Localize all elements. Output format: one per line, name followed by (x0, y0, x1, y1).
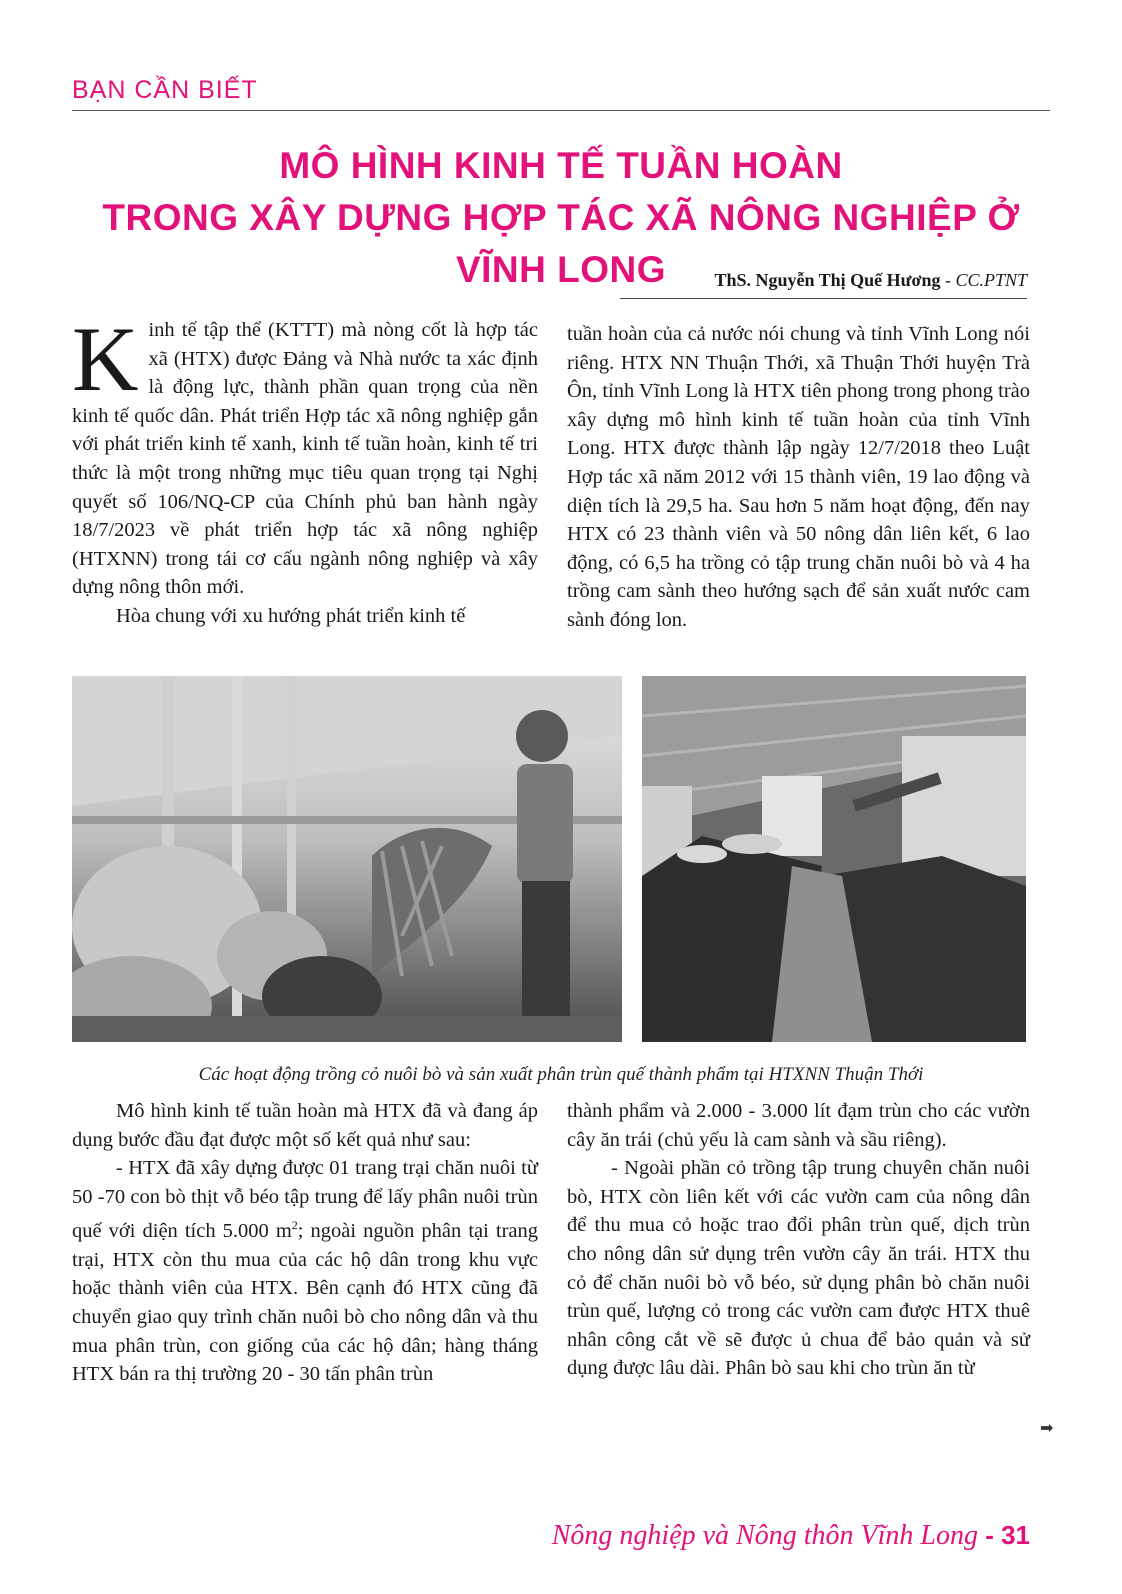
superscript-2: 2 (291, 1218, 298, 1233)
paragraph-5-text-b: ; ngoài nguồn phân tại trang trại, HTX còn thu mua của các hộ dân trong khu vực hoặc thành viên của HTX. Bên cạnh đó HTX cũng đã chuyển giao quy trình chăn nuôi bò cho nông dân và thu mua phân trùn, con giống của các hộ dân; hàng tháng HTX bán ra thị trường 20 - 30 tấn phân trùn (72, 1220, 538, 1386)
paragraph-4: Mô hình kinh tế tuần hoàn mà HTX đã và đang áp dụng bước đầu đạt được một số kết quả như sau: (72, 1100, 538, 1151)
photo-cattle-feeding-image (72, 676, 622, 1042)
author-organization: CC.PTNT (955, 270, 1027, 290)
intro-paragraph (72, 308, 538, 602)
intro-paragraph-text: inh tế tập thể (KTTT) mà nòng cốt là hợp tác xã (HTX) được Đảng và Nhà nước ta xác định là động lực, thành phần quan trọng của nền kinh tế quốc dân. Phát triển Hợp tác xã nông nghiệp gắn với phát triển kinh tế xanh, kinh tế tuần hoàn, kinh tế tri thức là một trong những mục tiêu quan trọng tại Nghị quyết số 106/NQ-CP của Chính phủ ban hành ngày 18/7/2023 về phát triển hợp tác xã nông nghiệp (HTXNN) trong tái cơ cấu ngành nông nghiệp và xây dựng nông thôn mới. (72, 319, 538, 599)
photo-cattle-feeding (72, 676, 622, 1042)
paragraph-6: thành phẩm và 2.000 - 3.000 lít đạm trùn cho các vườn cây ăn trái (chủ yếu là cam sành và sầu riêng). (567, 1100, 1030, 1151)
byline (714, 270, 1027, 291)
drop-cap: K (72, 308, 139, 410)
page-number: 31 (1001, 1520, 1030, 1550)
photo-caption: Các hoạt động trồng cỏ nuôi bò và sản xuất phân trùn quế thành phẩm tại HTXNN Thuận Thới (198, 1064, 924, 1085)
paragraph-3: tuần hoàn của cả nước nói chung và tỉnh Vĩnh Long nói riêng. HTX NN Thuận Thới, xã Thuận Thới huyện Trà Ôn, tỉnh Vĩnh Long là HTX tiên phong trong phong trào xây dựng mô hình kinh tế tuần hoàn của tỉnh Vĩnh Long. HTX được thành lập ngày 12/7/2018 theo Luật Hợp tác xã năm 2012 với 15 thành viên, 19 lao động và diện tích là 29,5 ha. Sau hơn 5 năm hoạt động, đến nay HTX có 23 thành viên và 50 nông dân liên kết, 6 lao động, có 6,5 ha trồng cỏ tập trung chăn nuôi bò và 4 ha trồng cam sành theo hướng sạch để sản xuất nước cam sành đóng lon. (567, 323, 1030, 631)
body-column-left (72, 1097, 538, 1389)
paragraph-7: - Ngoài phần cỏ trồng tập trung chuyên chăn nuôi bò, HTX còn liên kết với các vườn cam của nông dân để thu mua cỏ hoặc trao đổi phân trùn quế, dịch trùn cho nông dân sử dụng trên vườn cây ăn trái. HTX thu cỏ để chăn nuôi bò vỗ béo, sử dụng phân bò chăn nuôi trùn quế, lượng cỏ trong các vườn cam được HTX thuê nhân công cắt về sẽ được ủ chua để bảo quản và sử dụng được lâu dài. Phân bò sau khi cho trùn ăn từ (567, 1157, 1030, 1380)
continue-arrow-icon: ➡ (1040, 1420, 1054, 1437)
paragraph-5-text-a: - HTX đã xây dựng được 01 trang trại chăn nuôi từ 50 -70 con bò thịt vỗ béo tập trung để lấy phân nuôi trùn quế với diện tích 5.000 m (72, 1157, 538, 1243)
title-line-2: TRONG XÂY DỰNG HỢP TÁC XÃ NÔNG NGHIỆP Ở VĨNH LONG (102, 197, 1020, 290)
byline-separator: - (940, 270, 956, 290)
intro-column-left (72, 308, 538, 631)
body-column-right (567, 1097, 1030, 1383)
author-name: ThS. Nguyễn Thị Quế Hương (714, 270, 941, 290)
magazine-name: Nông nghiệp và Nông thôn Vĩnh Long (551, 1520, 978, 1551)
footer-separator: - (977, 1520, 1002, 1550)
title-line-1: MÔ HÌNH KINH TẾ TUẦN HOÀN (279, 145, 843, 186)
paragraph-2: Hòa chung với xu hướng phát triển kinh tế (116, 604, 466, 627)
section-divider (72, 110, 1050, 111)
intro-column-right (567, 320, 1030, 635)
byline-divider (620, 298, 1027, 299)
photo-worm-compost (642, 676, 1026, 1042)
paragraph-5 (72, 1154, 538, 1389)
page-footer (552, 1520, 1030, 1552)
section-label: BẠN CẦN BIẾT (72, 76, 258, 104)
photo-worm-compost-image (642, 676, 1026, 1042)
